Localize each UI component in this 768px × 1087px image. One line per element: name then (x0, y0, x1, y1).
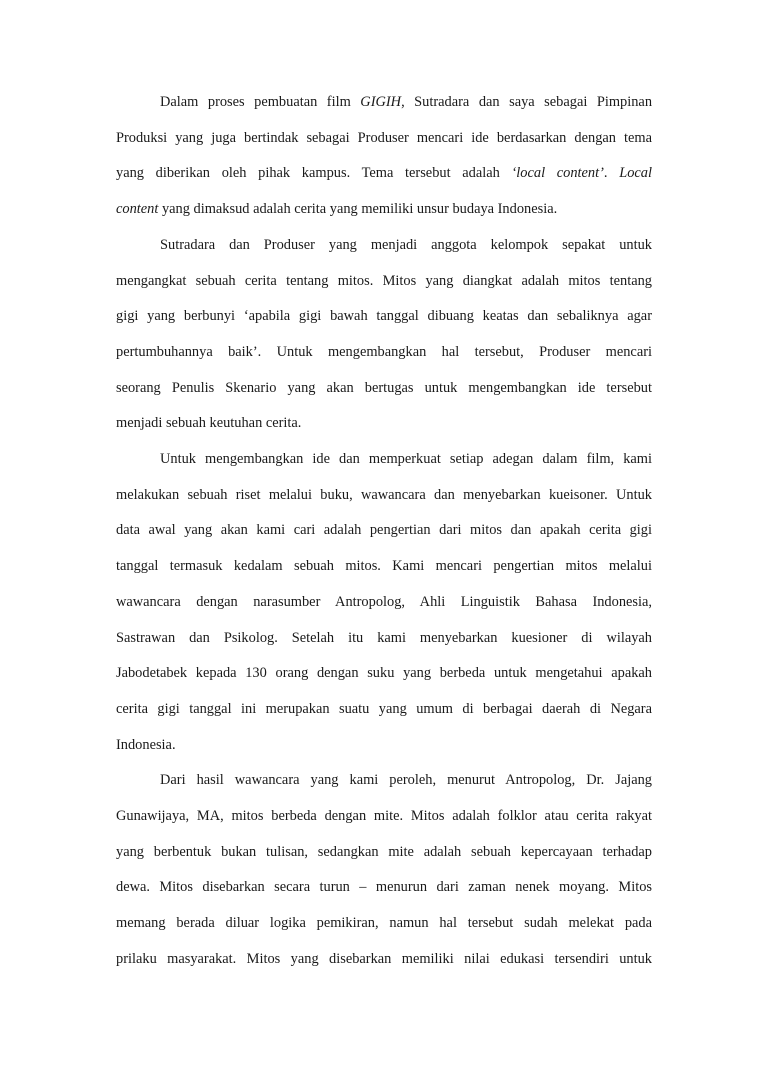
text-line (116, 950, 652, 968)
text-line (116, 557, 652, 575)
text-line (116, 700, 652, 718)
text-run: yang diberikan oleh pihak kampus. Tema tersebut adalah (116, 165, 512, 182)
text-run: Untuk mengembangkan ide dan memperkuat setiap adegan dalam film, kami (160, 451, 652, 467)
text-run: seorang Penulis Skenario yang akan bertugas untuk mengembangkan ide tersebut (116, 379, 652, 396)
text-run: prilaku masyarakat. Mitos yang disebarkan memiliki nilai edukasi tersendiri untuk (116, 950, 652, 967)
text-run: melakukan sebuah riset melalui buku, wawancara dan menyebarkan kueisoner. Untuk (116, 486, 652, 503)
text-run: data awal yang akan kami cari adalah pengertian dari mitos dan apakah cerita gigi (116, 522, 652, 539)
text-line (116, 164, 652, 182)
text-line (160, 771, 652, 789)
text-line (116, 878, 652, 896)
text-run: Sutradara dan Produser yang menjadi anggota kelompok sepakat untuk (160, 236, 652, 253)
text-line (116, 414, 652, 432)
text-run: , Sutradara dan saya sebagai Pimpinan (401, 94, 653, 110)
italic-text: ‘local content’ (511, 165, 604, 182)
text-line (116, 521, 652, 539)
text-line (116, 629, 652, 647)
text-run: Produksi yang juga bertindak sebagai Produser mencari ide berdasarkan dengan tema (116, 129, 652, 146)
text-line (116, 664, 652, 682)
text-line (116, 200, 652, 218)
text-run: cerita gigi tanggal ini merupakan suatu yang umum di berbagai daerah di Negara (116, 700, 652, 717)
italic-text: GIGIH (360, 94, 402, 110)
text-run: tanggal termasuk kedalam sebuah mitos. Kami mencari pengertian mitos melalui (116, 558, 652, 575)
text-run: pertumbuhannya baik’. Untuk mengembangkan hal tersebut, Produser mencari (116, 343, 652, 360)
text-line (116, 807, 652, 825)
text-line (116, 343, 652, 361)
text-line (160, 236, 652, 254)
text-run: mengangkat sebuah cerita tentang mitos. Mitos yang diangkat adalah mitos tentang (116, 272, 652, 289)
text-line (116, 129, 652, 147)
text-line (116, 486, 652, 504)
text-run: Gunawijaya, MA, mitos berbeda dengan mite. Mitos adalah folklor atau cerita rakyat (116, 808, 652, 824)
text-run: . (603, 165, 620, 182)
text-line (116, 593, 652, 611)
text-run: gigi yang berbunyi ‘apabila gigi bawah tanggal dibuang keatas dan sebaliknya agar (116, 308, 652, 325)
text-line (160, 93, 652, 111)
text-line (116, 914, 652, 932)
text-run: yang dimaksud adalah cerita yang memiliki unsur budaya Indonesia. (158, 201, 558, 218)
italic-text: content (116, 201, 159, 218)
text-run: Indonesia. (116, 736, 176, 753)
text-run: Dari hasil wawancara yang kami peroleh, menurut Antropolog, Dr. Jajang (160, 772, 652, 789)
text-line (116, 379, 652, 397)
text-run: memang berada diluar logika pemikiran, namun hal tersebut sudah melekat pada (116, 915, 652, 932)
text-run: Dalam proses pembuatan film (160, 94, 361, 110)
italic-text: Local (619, 165, 652, 182)
text-line (116, 307, 652, 325)
text-run: dewa. Mitos disebarkan secara turun – menurun dari zaman nenek moyang. Mitos (116, 879, 652, 896)
text-run: Jabodetabek kepada 130 orang dengan suku yang berbeda untuk mengetahui apakah (116, 665, 652, 682)
text-line (160, 450, 652, 468)
text-line (116, 272, 652, 290)
text-line (116, 736, 652, 754)
text-run: menjadi sebuah keutuhan cerita. (116, 415, 302, 432)
text-run: Sastrawan dan Psikolog. Setelah itu kami menyebarkan kuesioner di wilayah (116, 629, 652, 646)
text-run: yang berbentuk bukan tulisan, sedangkan mite adalah sebuah kepercayaan terhadap (116, 843, 652, 860)
text-run: wawancara dengan narasumber Antropolog, Ahli Linguistik Bahasa Indonesia, (116, 593, 652, 610)
text-line (116, 843, 652, 861)
